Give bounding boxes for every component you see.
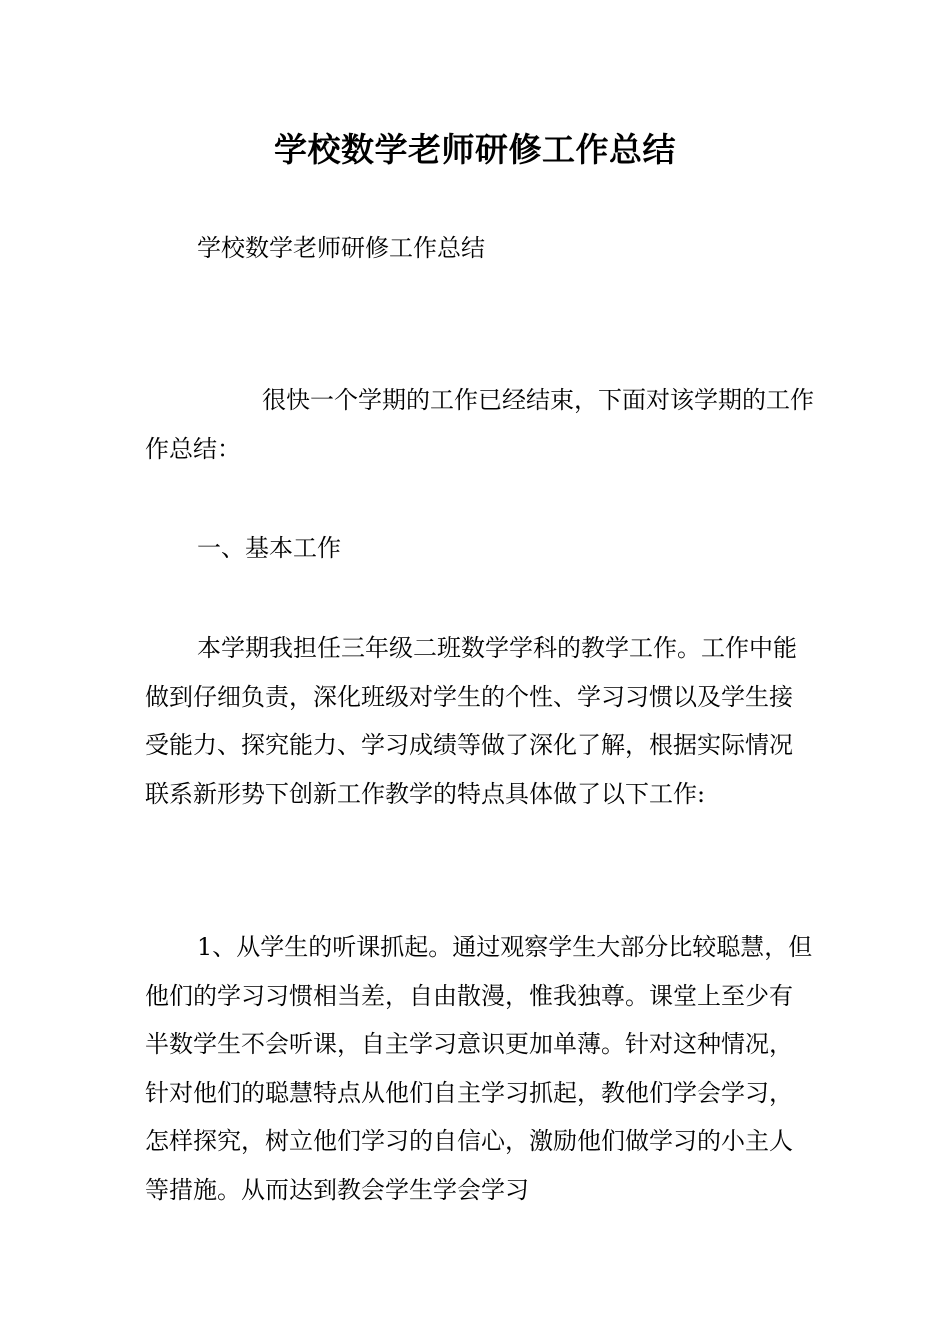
document-subtitle: 学校数学老师研修工作总结 [197, 234, 485, 262]
body-paragraph-1: 本学期我担任三年级二班数学学科的教学工作。工作中能做到仔细负责，深化班级对学生的个性、学习习惯以及学生接受能力、探究能力、学习成绩等做了深化了解，根据实际情况联系新形势下创新工作教学的特点具体做了以下工作: [145, 634, 797, 808]
document-title: 学校数学老师研修工作总结 [274, 130, 676, 169]
intro-paragraph: 很快一个学期的工作已经结束，下面对该学期的工作作总结： [145, 386, 814, 463]
section-heading: 一、基本工作 [197, 534, 341, 562]
body-paragraph-2: 1、从学生的听课抓起。通过观察学生大部分比较聪慧，但他们的学习习惯相当差，自由散漫，惟我独尊。课堂上至少有半数学生不会听课，自主学习意识更加单薄。针对这种情况，针对他们的聪慧特点从他们自主学习抓起，教他们学会学习，怎样探究，树立他们学习的自信心，激励他们做学习的小主人等措施。从而达到教会学生学会学习 [145, 933, 813, 1204]
